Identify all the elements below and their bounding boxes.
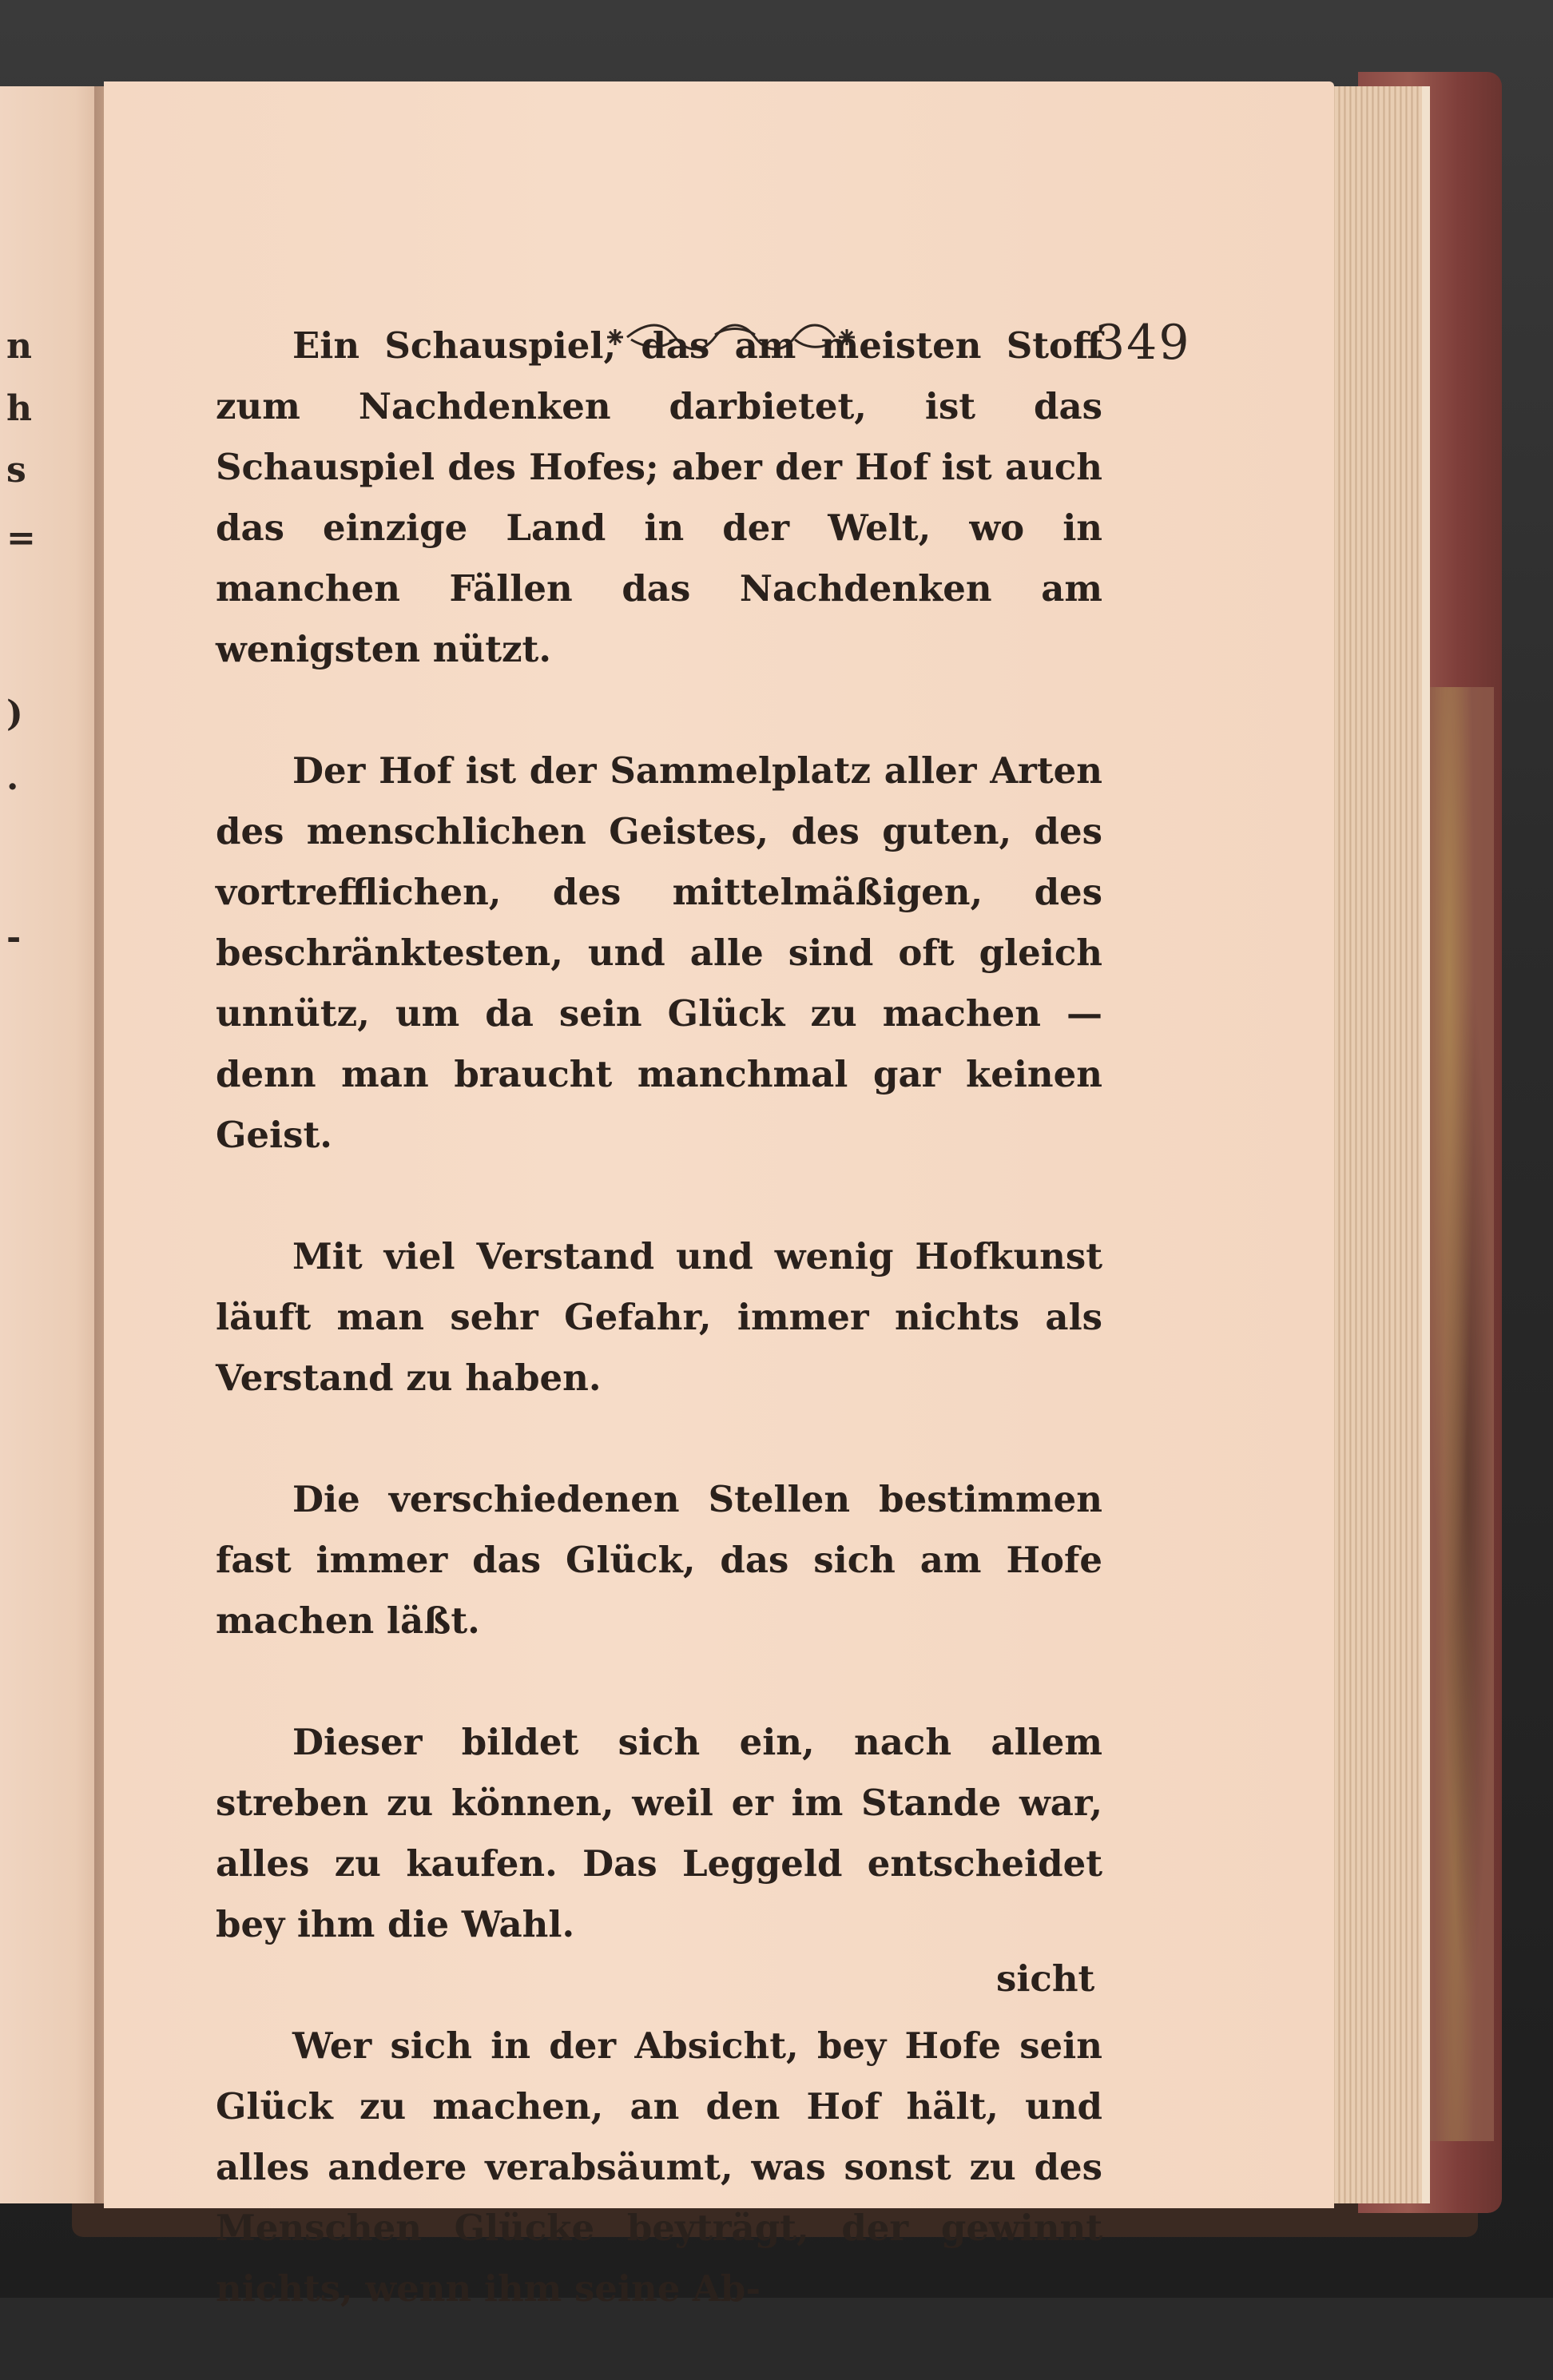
left-page-fragment: h — [6, 388, 32, 429]
page-stack-edges — [1318, 86, 1430, 2203]
left-page — [0, 86, 108, 2203]
paragraph: Ein Schauspiel, das am meisten Stoff zum Nachdenken darbietet, ist das Schauspiel des Hofes; aber der Hof ist auch das einzige Land in der Welt, wo in manchen Fällen das Nachdenken am wenigsten nützt. — [216, 324, 1102, 670]
marbled-cover-pattern — [1430, 687, 1494, 2141]
left-page-fragment: n — [6, 326, 32, 367]
page-number: 349 — [1094, 315, 1191, 371]
catchword: sicht — [996, 1957, 1095, 2000]
page-body-text — [216, 316, 1102, 2380]
left-page-fragment: ) — [6, 693, 23, 734]
left-page-fragment: - — [6, 917, 22, 958]
paragraph: Wer sich in der Absicht, bey Hofe sein Glück zu machen, an den Hof hält, und alles andere verabsäumt, was sonst zu des Menschen Glücke beyträgt, der gewinnt nichts, wenn ihm seine Ab- — [216, 2024, 1102, 2310]
left-page-fragment: = — [6, 518, 36, 558]
paragraph: Der Hof ist der Sammelplatz aller Arten des menschlichen Geistes, des guten, des vortrefflichen, des mittelmäßigen, des beschränktesten, und alle sind oft gleich unnütz, um da sein Glück zu machen — denn man braucht manchmal gar keinen Geist. — [216, 749, 1102, 1156]
left-page-fragment: . — [6, 757, 19, 798]
paragraph: Mit viel Verstand und wenig Hofkunst läuft man sehr Gefahr, immer nichts als Verstand zu haben. — [216, 1235, 1102, 1399]
paragraph: Die verschiedenen Stellen bestimmen fast immer das Glück, das sich am Hofe machen läßt. — [216, 1478, 1102, 1642]
left-page-fragment: s — [6, 450, 26, 491]
paragraph: Dieser bildet sich ein, nach allem streben zu können, weil er im Stande war, alles zu kaufen. Das Leggeld entscheidet bey ihm die Wahl. — [216, 1721, 1102, 1945]
